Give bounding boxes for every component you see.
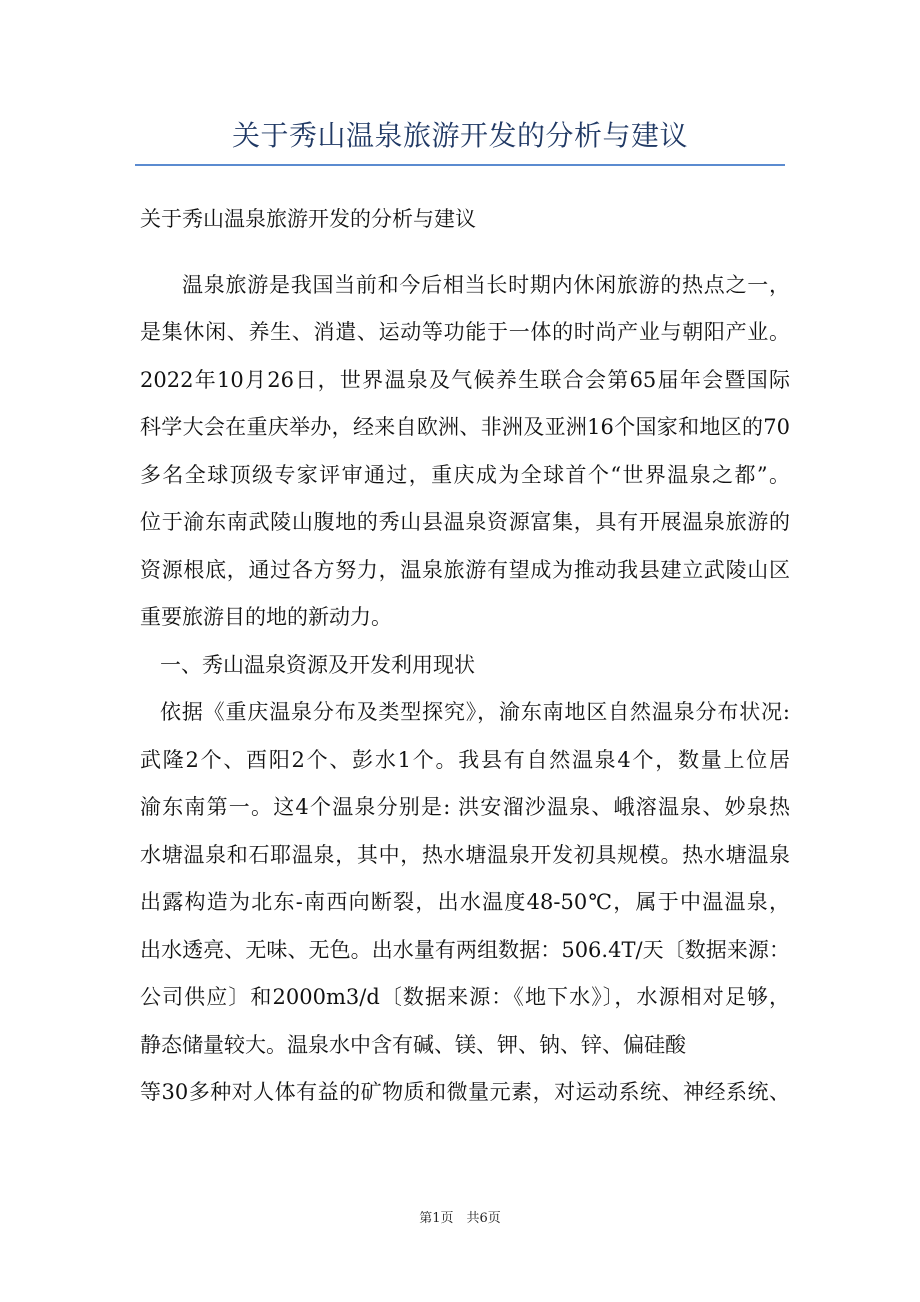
body-line: 依据《重庆温泉分布及类型探究》，渝东南地区自然温泉分布状况: [160,700,790,724]
document-title: 关于秀山温泉旅游开发的分析与建议 [231,119,688,152]
document-subtitle: 关于秀山温泉旅游开发的分析与建议 [140,207,476,231]
body-line: 等30多种对人体有益的矿物质和微量元素，对运动系统、神经系统、 [140,1080,790,1104]
body-line: 多名全球顶级专家评审通过，重庆成为全球首个“世界温泉之都”。 [140,463,790,487]
section-heading: 一、秀山温泉资源及开发利用现状 [160,653,475,677]
title-divider [135,164,785,166]
body-line: 水塘温泉和石耶温泉，其中，热水塘温泉开发初具规模。热水塘温泉 [140,843,790,867]
body-line: 是集休闲、养生、消遣、运动等功能于一体的时尚产业与朝阳产业。 [140,320,790,344]
body-line: 出露构造为北东-南西向断裂，出水温度48-50℃，属于中温温泉， [140,890,790,914]
page-footer: 第1页 共6页 [419,1211,501,1226]
body-line: 位于渝东南武陵山腹地的秀山县温泉资源富集，具有开展温泉旅游的 [140,510,790,534]
body-line: 重要旅游目的地的新动力。 [140,605,392,629]
body-line: 温泉旅游是我国当前和今后相当长时期内休闲旅游的热点之一， [182,273,790,297]
body-line: 武隆2个、酉阳2个、彭水1个。我县有自然温泉4个，数量上位居 [140,748,790,772]
body-line: 出水透亮、无味、无色。出水量有两组数据：506.4T/天〔数据来源： [140,938,790,962]
body-line: 公司供应〕和2000m3/d〔数据来源：《地下水》〕，水源相对足够， [140,985,790,1009]
body-line: 静态储量较大。温泉水中含有碱、镁、钾、钠、锌、偏硅酸 [140,1033,686,1057]
body-line: 渝东南第一。这4个温泉分别是: 洪安溜沙温泉、峨溶温泉、妙泉热 [140,795,790,819]
body-line: 资源根底，通过各方努力，温泉旅游有望成为推动我县建立武陵山区 [140,558,790,582]
body-line: 科学大会在重庆举办，经来自欧洲、非洲及亚洲16个国家和地区的70 [140,415,790,439]
body-line: 2022年10月26日，世界温泉及气候养生联合会第65届年会暨国际 [140,368,790,392]
